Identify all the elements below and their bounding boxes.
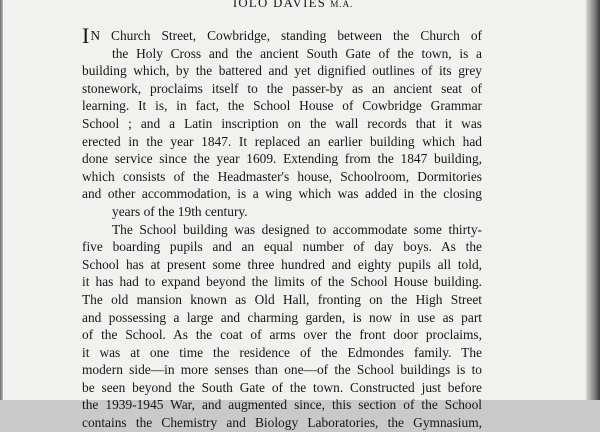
text-line <box>82 185 482 203</box>
paragraph-2 <box>82 221 482 432</box>
text-line <box>82 203 482 221</box>
text-line <box>82 80 482 98</box>
page-left-shadow <box>0 0 3 400</box>
line-text: of the School. As the coat of arms over the front door proclaims, <box>82 327 482 343</box>
text-line <box>82 221 482 239</box>
line-text: which consists of the Headmaster's house, Schoolroom, Dormitories <box>82 168 482 184</box>
text-line <box>82 414 482 432</box>
line-text: contains the Chemistry and Biology Laboratories, the Gymnasium, <box>82 415 482 431</box>
line-text: it has had to expand beyond the limits of the School House building. <box>82 274 482 290</box>
text-line <box>82 291 482 309</box>
text-line <box>82 168 482 186</box>
line-text: and other accommodation, is a wing which was added in the closing <box>82 186 482 202</box>
line-text: The old mansion known as Old Hall, fronting on the High Street <box>82 291 482 307</box>
line-text: the 1939-1945 War, and augmented since, this section of the School <box>82 397 482 413</box>
line-text: learning. It is, in fact, the School House of Cowbridge Grammar <box>82 98 482 114</box>
text-line <box>82 150 482 168</box>
line-text: years of the 19th century. <box>112 203 248 219</box>
text-line <box>82 97 482 115</box>
line-text: School has at present some three hundred and eighty pupils all told, <box>82 256 482 272</box>
line-text: The School building was designed to accommodate some thirty- <box>112 221 482 237</box>
paragraph-1 <box>82 23 482 221</box>
line-text: School ; and a Latin inscription on the wall records that it was <box>82 115 482 131</box>
author-heading <box>0 0 586 12</box>
line-text: the Holy Cross and the ancient South Gate of the town, is a <box>112 45 482 61</box>
page-right-edge <box>586 0 600 400</box>
drop-cap: I <box>82 23 90 48</box>
text-line <box>82 256 482 274</box>
line-text: erected in the year 1847. It replaced an earlier building which had <box>82 133 482 149</box>
text-line <box>82 379 482 397</box>
line-text: be seen beyond the South Gate of the town. Constructed just before <box>82 379 482 395</box>
article-body <box>82 23 482 432</box>
text-line <box>82 344 482 362</box>
text-line <box>82 273 482 291</box>
text-line <box>82 396 482 414</box>
text-line <box>82 361 482 379</box>
text-line <box>82 238 482 256</box>
line-text: modern side—in more senses than one—of the School buildings is to <box>82 362 482 378</box>
line-text: done service since the year 1609. Extending from the 1847 building, <box>82 151 482 167</box>
text-line <box>82 45 482 63</box>
line-text: building which, by the battered and yet dignified outlines of its grey <box>82 63 482 79</box>
line-text: five boarding pupils and an equal number of day boys. As the <box>82 239 482 255</box>
line-text: it was at one time the residence of the Edmondes family. The <box>82 344 482 360</box>
line-text: N Church Street, Cowbridge, standing between the Church of <box>90 28 482 43</box>
line-text: and possessing a large and charming garden, is now in use as part <box>82 309 482 325</box>
text-line <box>82 326 482 344</box>
author-name: IOLO DAVIES <box>232 0 327 10</box>
author-degree: M.A. <box>330 0 354 10</box>
text-line <box>82 309 482 327</box>
text-line <box>82 62 482 80</box>
text-line <box>82 23 482 48</box>
line-text: stonework, proclaims itself to the passer-by as an ancient seat of <box>82 80 482 96</box>
text-line <box>82 115 482 133</box>
text-line <box>82 133 482 151</box>
